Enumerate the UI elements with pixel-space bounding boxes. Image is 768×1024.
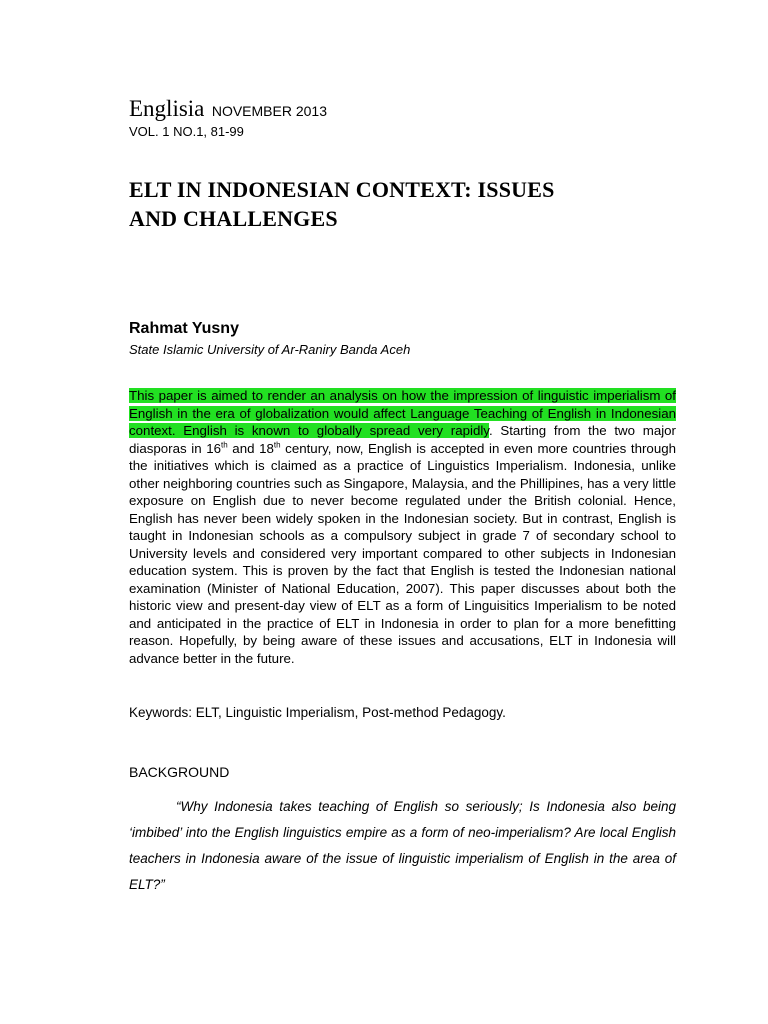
superscript-th-1: th	[221, 440, 228, 450]
keywords-value: ELT, Linguistic Imperialism, Post-method Pedagogy.	[192, 705, 506, 720]
author-name: Rahmat Yusny	[129, 320, 239, 337]
volume-info: VOL. 1 NO.1, 81-99	[129, 124, 244, 139]
title-line-2: AND CHALLENGES	[129, 206, 338, 231]
abstract-text-part-3: century, now, English is accepted in even more countries through the initiatives which is claimed as a practice of Linguistics Imperialism. Indonesia, unlike other neighboring countries such as Singapore, Malaysia, and the Phillipines, has a very little exposure on English due to never become regulated under the British colonial. Hence, English has never been widely spoken in the Indonesian society. But in contrast, English is taught in Indonesian schools as a compulsory subject in grade 7 of secondary school to University levels and considered very important compared to other subjects in Indonesian education system. This is proven by the fact that English is tested the Indonesian national examination (Minister of National Education, 2007). This paper discusses about both the historic view and present-day view of ELT as a form of Linguisitics Imperialism to be noted and anticipated in the practice of ELT in Indonesia in order to plan for a more benefitting reason. Hopefully, by being aware of these issues and accusations, ELT in Indonesia will advance better in the future.	[129, 440, 676, 666]
section-heading: BACKGROUND	[129, 764, 230, 780]
title-line-1: ELT IN INDONESIAN CONTEXT: ISSUES	[129, 177, 555, 202]
paper-title	[129, 175, 649, 233]
quote-text: “Why Indonesia takes teaching of English so seriously; Is Indonesia also being ‘imbibed’ into the English linguistics empire as a form of neo-imperialism? Are local English teachers in Indonesia aware of the issue of linguistic imperialism of English in the area of ELT?”	[129, 799, 676, 892]
abstract-highlighted-text: This paper is aimed to render an analysis on how the impression of linguistic imperialism of English in the era of globalization would affect Language Teaching of English in Indonesian context. English is known to globally spread very rapidly	[129, 388, 676, 438]
journal-name: Englisia	[129, 96, 205, 121]
superscript-th-2: th	[273, 440, 281, 450]
keywords-label: Keywords:	[129, 705, 193, 720]
issue-date: NOVEMBER 2013	[211, 103, 328, 119]
journal-header	[129, 96, 327, 122]
background-quote	[129, 794, 676, 898]
author-affiliation: State Islamic University of Ar-Raniry Banda Aceh	[129, 342, 411, 357]
abstract-text-part-1: . Starting from the two major diasporas in 16	[129, 423, 676, 456]
keywords	[129, 705, 506, 720]
abstract	[129, 387, 676, 667]
abstract-text-part-2: and 18	[227, 440, 274, 456]
